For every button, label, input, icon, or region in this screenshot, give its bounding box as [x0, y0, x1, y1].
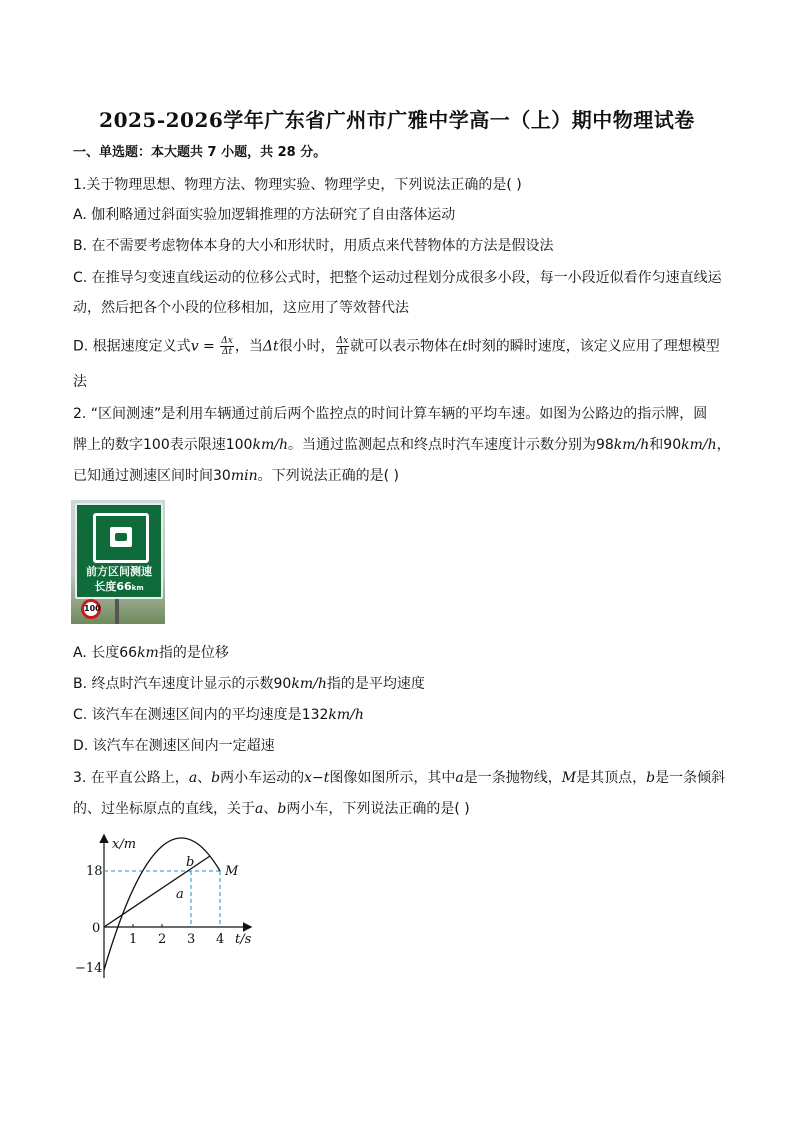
x-tick-4: 4 — [216, 932, 225, 947]
sign-board — [75, 503, 163, 599]
x-tick-1: 1 — [129, 932, 138, 947]
y-axis-label: x/m — [112, 837, 137, 852]
section-heading: 一、单选题：本大题共 7 小题，共 28 分。 — [73, 145, 327, 160]
x-tick-3: 3 — [187, 932, 196, 947]
q3-l1-sep: 、 — [197, 770, 212, 786]
q1-d-text-a: D. 根据速度定义式 — [73, 338, 191, 355]
q2-l3-num: 30 — [213, 468, 231, 484]
q3-l1-text-c: 图像如图所示，其中 — [329, 770, 456, 786]
q2-option-c — [73, 705, 364, 725]
q1-d-fraction — [220, 336, 234, 357]
q3-stem-line1 — [73, 768, 725, 788]
q1-d-frac-den: Δt — [221, 347, 233, 357]
q2-l2-text-d: 和 — [649, 437, 664, 453]
q2-l2-text-b: 表示限速 — [169, 437, 226, 453]
q2-l2-num1: 100 — [143, 437, 170, 453]
q3-l2-text-a: 的、过坐标原点的直线，关于 — [73, 801, 255, 817]
x-tick-2: 2 — [158, 932, 167, 947]
q3-stem-line2 — [73, 799, 470, 819]
label-m: M — [225, 864, 239, 879]
q1-d-var-t: t — [462, 338, 468, 355]
q2-l2-unit2: km/h — [613, 437, 650, 453]
q2-a-text-a: A. 长度 — [73, 645, 120, 661]
sign-length: 长度66 — [94, 580, 132, 593]
sign-camera-panel — [93, 513, 149, 563]
q1-d-frac2-den: Δt — [337, 347, 348, 357]
q2-stem-line2 — [73, 435, 731, 455]
q3-l1-text-f: 是一条倾斜 — [655, 770, 726, 786]
q1-option-c-line2: 动，然后把各个小段的位移相加，这应用了等效替代法 — [73, 300, 409, 316]
q2-l2-num4: 90 — [663, 437, 682, 453]
parabola-a — [104, 838, 220, 970]
q1-d-text-c: 很小时， — [278, 338, 335, 355]
q2-option-a — [73, 643, 229, 663]
q2-l3-unit: min — [230, 468, 258, 484]
sign-unit: km — [131, 584, 144, 592]
q1-stem: 1.关于物理思想、物理方法、物理实验、物理学史，下列说法正确的是( ) — [73, 177, 522, 193]
q1-d-text-d: 就可以表示物体在 — [350, 338, 463, 355]
y-tick-minus14: −14 — [75, 961, 103, 976]
q3-l1-text-d: 是一条抛物线， — [463, 770, 562, 786]
camera-icon — [110, 527, 132, 547]
q2-stem-line1: 2. “区间测速”是利用车辆通过前后两个监控点的时间计算车辆的平均车速。如图为公路边的指示牌，圆 — [73, 406, 708, 422]
y-tick-0: 0 — [92, 921, 101, 936]
q2-option-d: D. 该汽车在测速区间内一定超速 — [73, 738, 275, 754]
sign-text-line1: 前方区间测速 — [86, 565, 152, 578]
q1-d-text-e: 时刻的瞬时速度，该定义应用了理想模型 — [467, 338, 720, 355]
q1-d-text-b: ，当 — [234, 338, 263, 355]
q2-l2-num3: 98 — [595, 437, 614, 453]
q3-l1-var-a: a — [188, 770, 198, 786]
q2-l2-num2: 100 — [225, 437, 253, 453]
q3-l1-var-a2: a — [455, 770, 464, 786]
q3-l2-text-b: 两小车，下列说法正确的是( ) — [286, 801, 470, 817]
q3-l1-var-b: b — [211, 770, 221, 786]
q2-c-num: 132 — [301, 707, 329, 723]
q3-l2-sep: 、 — [263, 801, 278, 817]
q2-b-text-b: 指的是平均速度 — [326, 676, 425, 692]
q2-a-text-b: 指的是位移 — [158, 645, 229, 661]
q1-option-c-line1: C. 在推导匀变速直线运动的位移公式时，把整个运动过程划分成很多小段，每一小段近似看作匀速直线运 — [73, 270, 722, 286]
q1-d-frac-num: Δx — [221, 336, 233, 346]
q1-option-a: A. 伽利略通过斜面实验加逻辑推理的方法研究了自由落体运动 — [73, 207, 456, 223]
q2-l3-text-b: 。下列说法正确的是( ) — [257, 468, 399, 484]
q2-a-unit: km — [137, 645, 159, 661]
q2-c-text-a: C. 该汽车在测速区间内的平均速度是 — [73, 707, 302, 723]
q2-c-unit: km/h — [328, 707, 364, 723]
q1-option-d — [73, 336, 720, 357]
q2-a-num: 66 — [119, 645, 138, 661]
q3-l1-var-b2: b — [646, 770, 656, 786]
sign-post — [115, 599, 119, 624]
label-b: b — [186, 855, 195, 870]
page-title: 2025-2026学年广东省广州市广雅中学高一（上）期中物理试卷 — [99, 108, 695, 132]
q3-l1-var-m: M — [561, 770, 577, 786]
q1-d-frac2-num: Δx — [336, 336, 349, 346]
q2-l2-unit1: km/h — [252, 437, 288, 453]
q1-option-d-line2: 法 — [73, 374, 87, 390]
label-a: a — [176, 887, 184, 902]
q2-b-text-a: B. 终点时汽车速度计显示的示数 — [73, 676, 274, 692]
q2-l2-text-c: 。当通过监测起点和终点时汽车速度计示数分别为 — [287, 437, 596, 453]
q3-l1-var-xt: x−t — [304, 770, 330, 786]
q1-d-eq: = — [198, 338, 220, 355]
y-tick-18: 18 — [86, 864, 103, 879]
q1-d-fraction-2 — [336, 336, 350, 357]
q2-l3-text-a: 已知通过测速区间时间 — [73, 468, 213, 484]
q3-l1-text-e: 是其顶点， — [576, 770, 647, 786]
q1-d-var-v: v — [190, 338, 199, 355]
q1-option-b: B. 在不需要考虑物体本身的大小和形状时，用质点来代替物体的方法是假设法 — [73, 238, 554, 254]
sign-text-line2 — [77, 580, 161, 595]
q3-l1-text-a: 3. 在平直公路上， — [73, 770, 189, 786]
q2-stem-line3 — [73, 466, 399, 486]
q3-l2-var-a: a — [255, 801, 264, 817]
q2-l2-unit3: km/h — [681, 437, 717, 453]
q2-b-num: 90 — [273, 676, 292, 692]
speed-zone-sign-photo — [71, 500, 165, 624]
q3-l1-text-b: 两小车运动的 — [220, 770, 305, 786]
q2-l2-text-e: ， — [716, 437, 731, 453]
q3-l2-var-b: b — [277, 801, 287, 817]
q2-option-b — [73, 674, 425, 694]
x-axis-label: t/s — [235, 932, 252, 947]
x-t-graph — [72, 828, 262, 988]
q1-d-var-dt: Δt — [262, 338, 279, 355]
q2-b-unit: km/h — [291, 676, 327, 692]
speed-limit-sign: 100 — [81, 599, 101, 619]
q2-l2-text-a: 牌上的数字 — [73, 437, 143, 453]
